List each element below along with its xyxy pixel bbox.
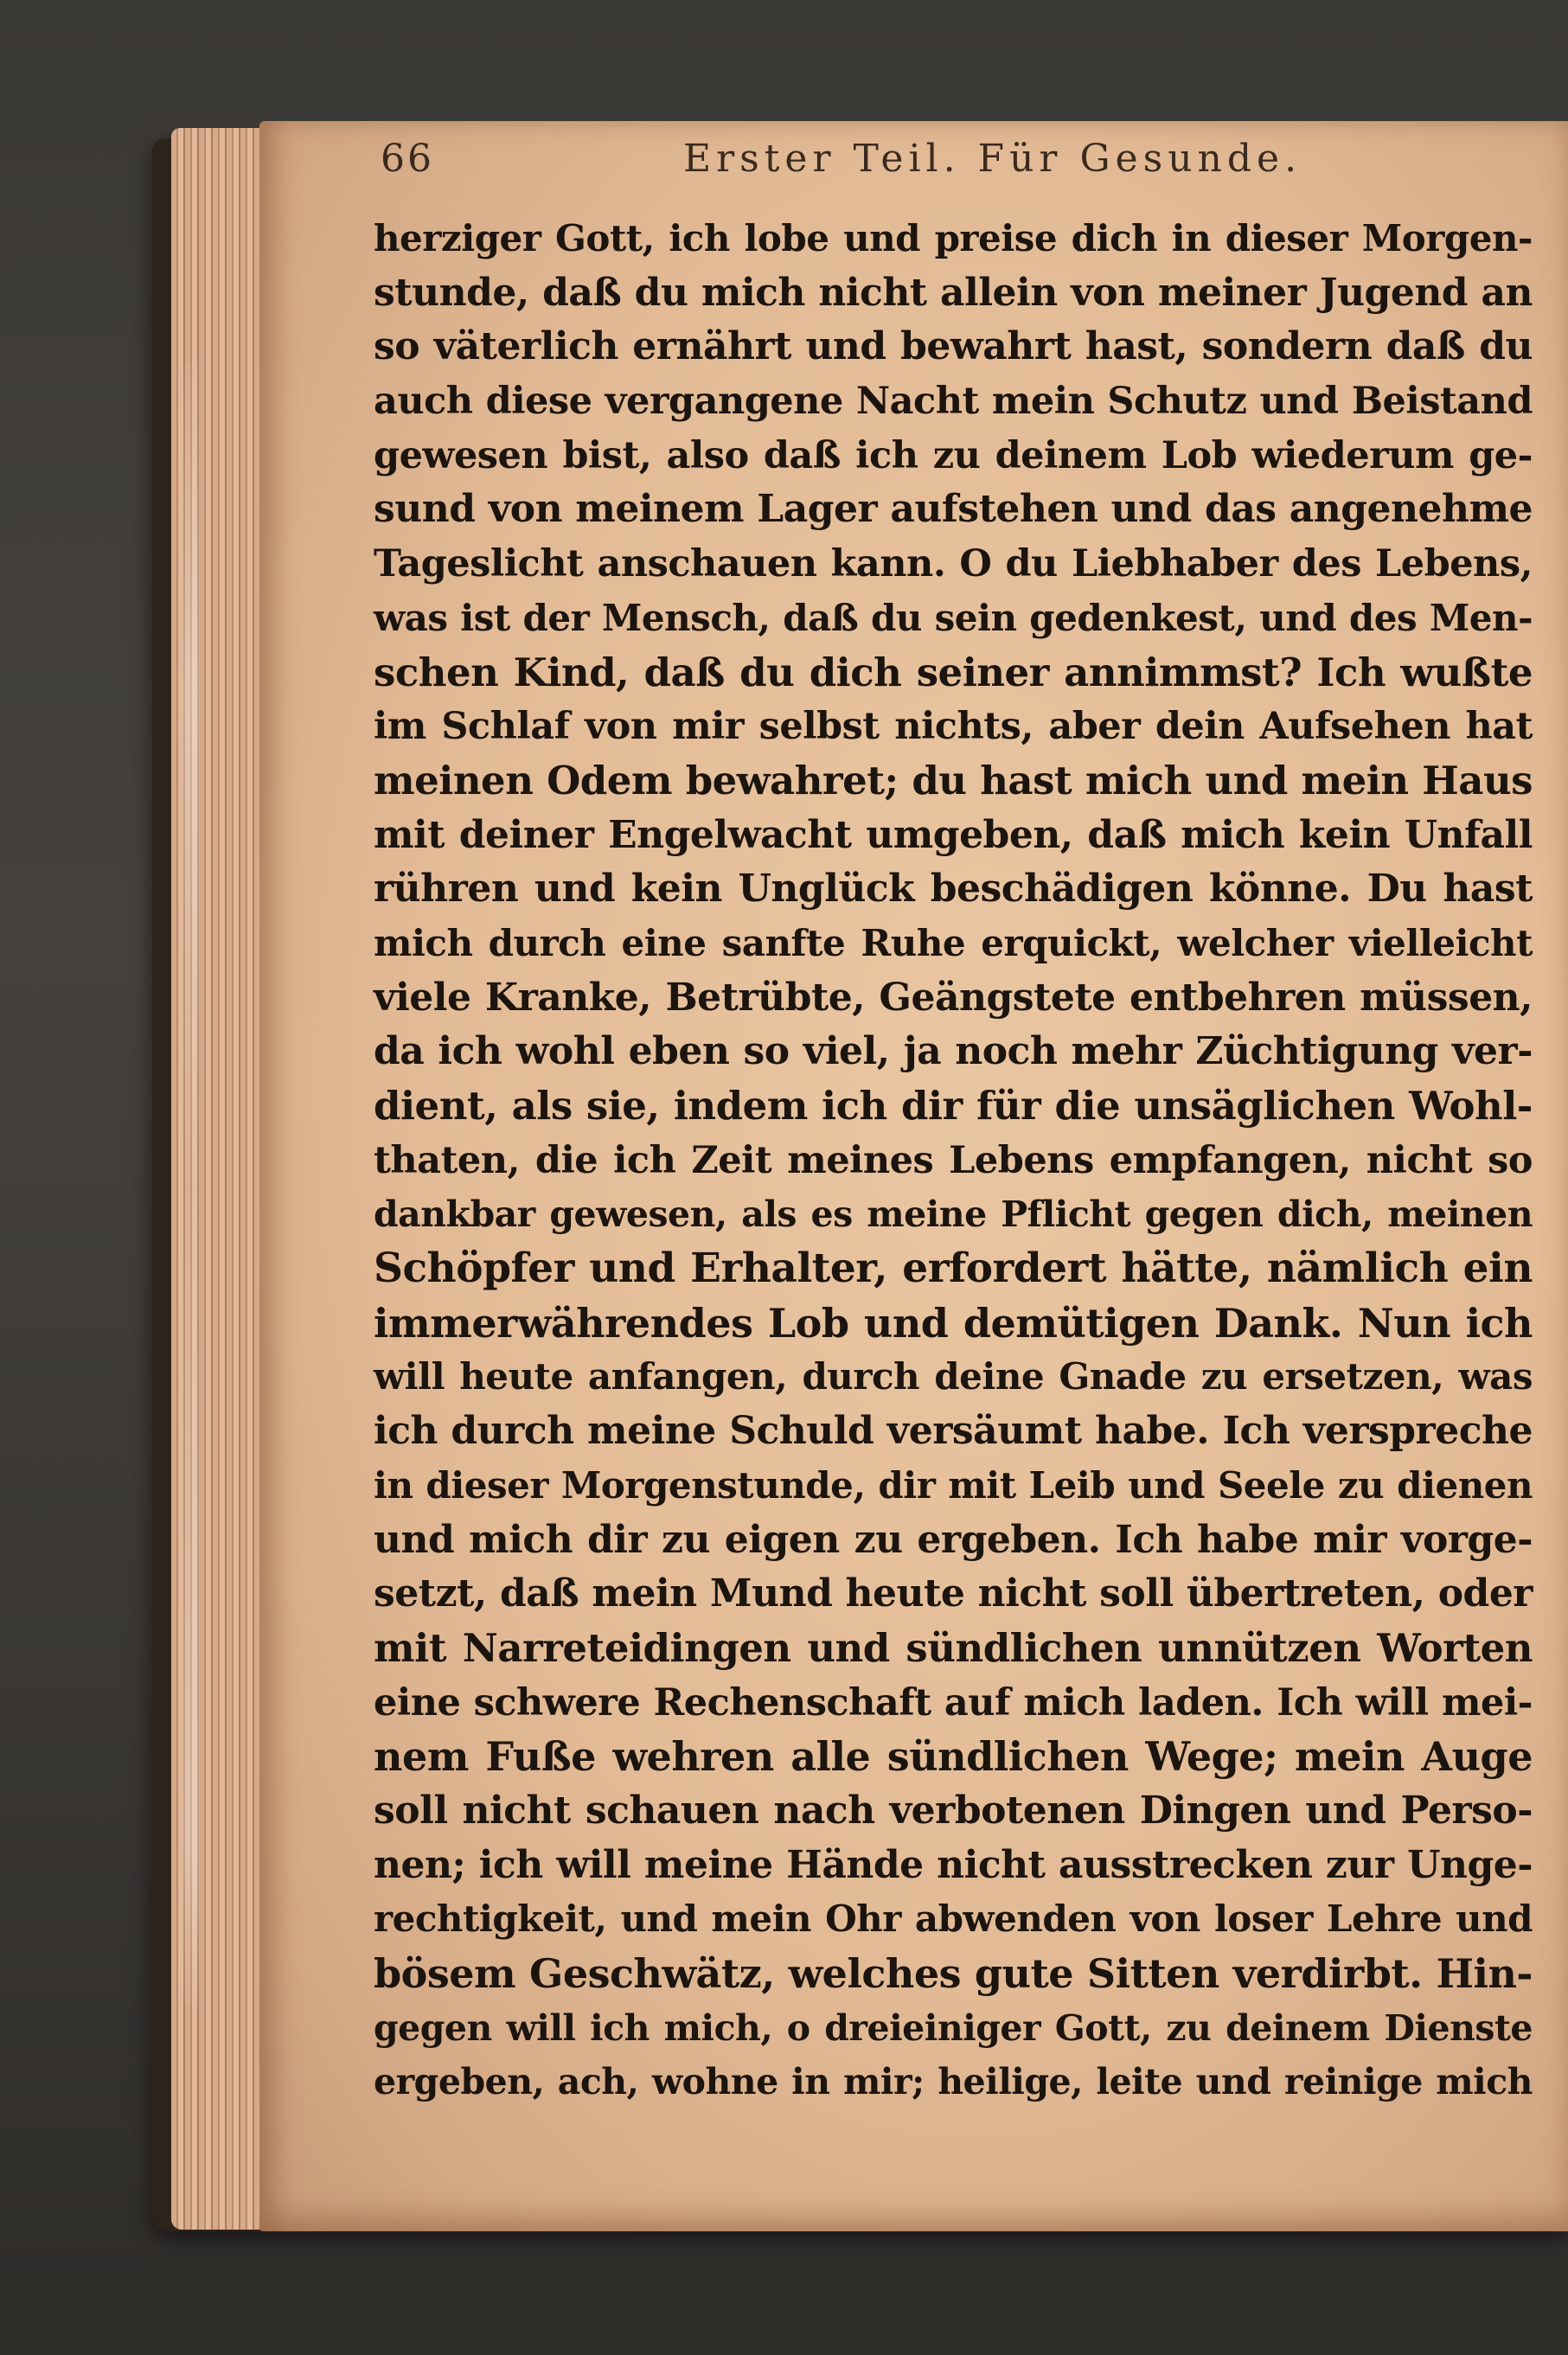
text-line: rühren und kein Unglück beschädigen könne. Du hast xyxy=(374,867,1533,912)
text-line: thaten, die ich Zeit meines Lebens empfangen, nicht so xyxy=(374,1138,1533,1182)
page-number: 66 xyxy=(381,137,434,181)
page-edge-highlight xyxy=(183,363,199,2006)
text-line: was ist der Mensch, daß du sein gedenkest, und des Men- xyxy=(374,596,1533,639)
text-line: setzt, daß mein Mund heute nicht soll übertreten, oder xyxy=(374,1571,1533,1616)
text-line: mit deiner Engelwacht umgeben, daß mich kein Unfall xyxy=(374,812,1533,857)
text-line: gewesen bist, also daß ich zu deinem Lob wiederum ge- xyxy=(374,433,1533,477)
text-line: dankbar gewesen, als es meine Pflicht gegen dich, meinen xyxy=(374,1193,1533,1236)
text-line: in dieser Morgenstunde, dir mit Leib und Seele zu dienen xyxy=(374,1463,1533,1507)
text-line: nen; ich will meine Hände nicht ausstrecken zur Unge- xyxy=(374,1842,1533,1887)
text-line: mit Narreteidingen und sündlichen unnützen Worten xyxy=(374,1624,1533,1671)
text-line: bösem Geschwätz, welches gute Sitten verdirbt. Hin- xyxy=(374,1950,1533,1997)
text-line: Schöpfer und Erhalter, erfordert hätte, nämlich ein xyxy=(374,1245,1533,1293)
text-line: auch diese vergangene Nacht mein Schutz und Beistand xyxy=(374,380,1533,424)
body-text xyxy=(374,212,1533,2149)
text-line: viele Kranke, Betrübte, Geängstete entbehren müssen, xyxy=(374,975,1533,1020)
text-line: so väterlich ernährt und bewahrt hast, sondern daß du xyxy=(374,324,1533,369)
text-line: schen Kind, daß du dich seiner annimmst? Ich wußte xyxy=(374,649,1533,695)
text-line: sund von meinem Lager aufstehen und das angenehme xyxy=(374,487,1533,532)
text-line: da ich wohl eben so viel, ja noch mehr Züchtigung ver- xyxy=(374,1029,1533,1074)
page-header xyxy=(381,137,1505,189)
text-line: ich durch meine Schuld versäumt habe. Ich verspreche xyxy=(374,1409,1533,1454)
text-line: herziger Gott, ich lobe und preise dich in dieser Morgen- xyxy=(374,217,1533,259)
text-line: immerwährendes Lob und demütigen Dank. Nun ich xyxy=(374,1299,1533,1347)
text-line: will heute anfangen, durch deine Gnade zu ersetzen, was xyxy=(374,1355,1533,1398)
running-head: Erster Teil. Für Gesunde. xyxy=(683,137,1302,181)
text-line: meinen Odem bewahret; du hast mich und mein Haus xyxy=(374,757,1533,803)
text-line: eine schwere Rechenschaft auf mich laden. Ich will mei- xyxy=(374,1680,1533,1725)
text-line: stunde, daß du mich nicht allein von meiner Jugend an xyxy=(374,270,1533,315)
text-line: dient, als sie, indem ich dir für die unsäglichen Wohl- xyxy=(374,1083,1533,1129)
text-line: soll nicht schauen nach verbotenen Dingen und Perso- xyxy=(374,1788,1533,1833)
text-line: mich durch eine sanfte Ruhe erquickt, welcher vielleicht xyxy=(374,921,1533,964)
text-line: Tageslicht anschauen kann. O du Liebhaber des Lebens, xyxy=(374,542,1533,586)
text-line: im Schlaf von mir selbst nichts, aber dein Aufsehen hat xyxy=(374,705,1533,749)
text-line: gegen will ich mich, o dreieiniger Gott, zu deinem Dienste xyxy=(374,2006,1533,2049)
text-line: ergeben, ach, wohne in mir; heilige, leite und reinige mich xyxy=(374,2061,1533,2103)
text-line: nem Fuße wehren alle sündlichen Wege; mein Auge xyxy=(374,1733,1533,1781)
text-line: rechtigkeit, und mein Ohr abwenden von loser Lehre und xyxy=(374,1897,1533,1941)
text-line: und mich dir zu eigen zu ergeben. Ich habe mir vorge- xyxy=(374,1517,1533,1562)
